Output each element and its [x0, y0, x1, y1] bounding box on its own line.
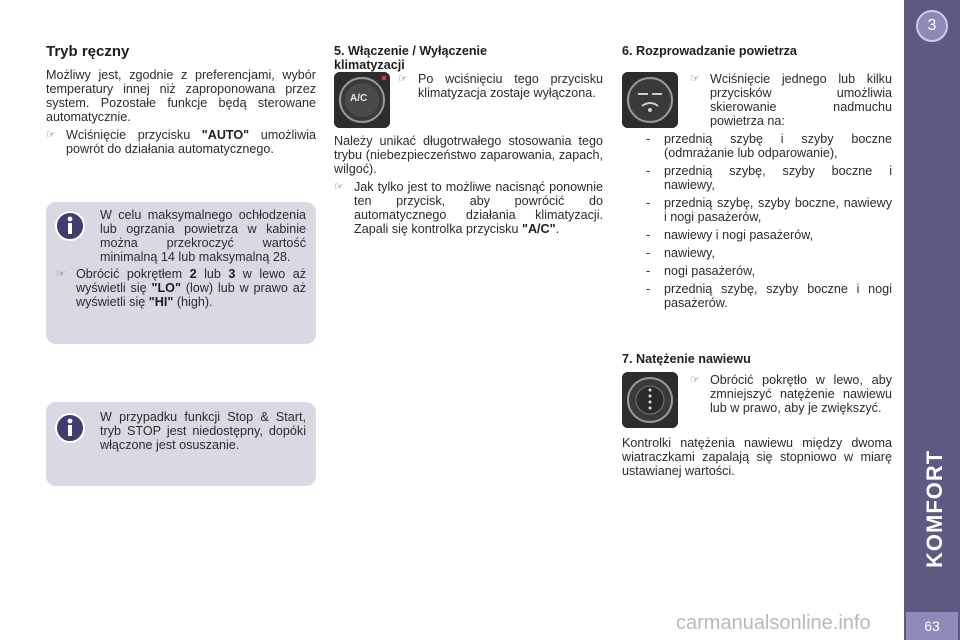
list-item: - przednią szybę i szyby boczne (odmrażanie lub odparowanie), [646, 132, 892, 160]
page-number: 63 [906, 612, 958, 640]
list-item: - nawiewy i nogi pasażerów, [646, 228, 814, 242]
list-item: - przednią szybę, szyby boczne, nawiewy i nogi pasażerów, [646, 196, 892, 224]
distribution-button-image [622, 72, 678, 128]
ac-button-label: A/C [350, 93, 368, 104]
ac-button-image [334, 72, 390, 128]
list-item: - nawiewy, [646, 246, 715, 260]
info2-text: W przypadku funkcji Stop & Start, tryb STOP jest niedostępny, dopóki włączone jest osuszanie. [100, 410, 306, 452]
section-title-manual-mode: Tryb ręczny [46, 43, 130, 60]
fan-dial-image [622, 372, 678, 428]
pointer-icon: ☞ [56, 268, 66, 280]
distribution-bullet: ☞ Wciśnięcie jednego lub kilku przycisków umożliwia skierowanie nadmuchu powietrza na: [690, 72, 892, 128]
chapter-number-badge: 3 [916, 10, 948, 42]
manual-mode-text [46, 68, 316, 156]
ac-bullet-1: ☞ Po wciśnięciu tego przycisku klimatyzacja zostaje wyłączona. [398, 72, 603, 100]
info1-bullet: ☞ Obrócić pokrętłem 2 lub 3 w lewo aż wyświetli się "LO" (low) lub w prawo aż wyświetli się "HI" (high). [56, 267, 306, 309]
pointer-icon: ☞ [690, 73, 700, 85]
air-distribution-icon [622, 72, 678, 128]
info-icon [54, 412, 86, 444]
chapter-label: KOMFORT [922, 449, 947, 568]
list-item: - przednią szybę, szyby boczne i nawiewy, [646, 164, 892, 192]
watermark: carmanualsonline.info [676, 612, 871, 634]
fan-dial-icon [622, 372, 678, 428]
distribution-list [646, 132, 892, 314]
pointer-icon: ☞ [690, 374, 700, 386]
intro-paragraph: Możliwy jest, zgodnie z preferencjami, wybór temperatury innej niż zaproponowana przez system. Pozostałe funkcje będą sterowane automatycznie. [46, 68, 316, 124]
pointer-icon: ☞ [334, 181, 344, 193]
ac-warning-paragraph: Należy unikać długotrwałego stosowania tego trybu (niebezpieczeństwo zaparowania, zapach, wilgoć). [334, 134, 603, 176]
auto-bullet: ☞ Wciśnięcie przycisku "AUTO" umożliwia powrót do działania automatycznego. [46, 128, 317, 156]
list-item: - przednią szybę, szyby boczne i nogi pasażerów. [646, 282, 892, 310]
list-item: - nogi pasażerów, [646, 264, 756, 278]
section-title-airflow: 7. Natężenie nawiewu [622, 352, 751, 366]
ac-bullet-2: ☞ Jak tylko jest to możliwe nacisnąć ponownie ten przycisk, aby powrócić do automatycznego działania klimatyzacji. Zapali się kontrolka przycisku "A/C". [334, 180, 603, 236]
airflow-paragraph: Kontrolki natężenia nawiewu między dwoma wiatraczkami zapalają się stopniowo w miarę ustawianej wartości. [622, 436, 892, 478]
section-title-air-distribution: 6. Rozprowadzanie powietrza [622, 44, 797, 58]
airflow-bullet: ☞ Obrócić pokrętło w lewo, aby zmniejszyć natężenie nawiewu lub w prawo, aby je zwiększyć. [690, 373, 892, 415]
info1-text: W celu maksymalnego ochłodzenia lub ogrzania powietrza w kabinie można przekroczyć wartość minimalną 14 lub maksymalną 28. [100, 208, 306, 264]
section-title-ac: 5. Włączenie / Wyłączenie klimatyzacji [334, 44, 488, 72]
pointer-icon: ☞ [46, 129, 56, 141]
pointer-icon: ☞ [398, 73, 408, 85]
